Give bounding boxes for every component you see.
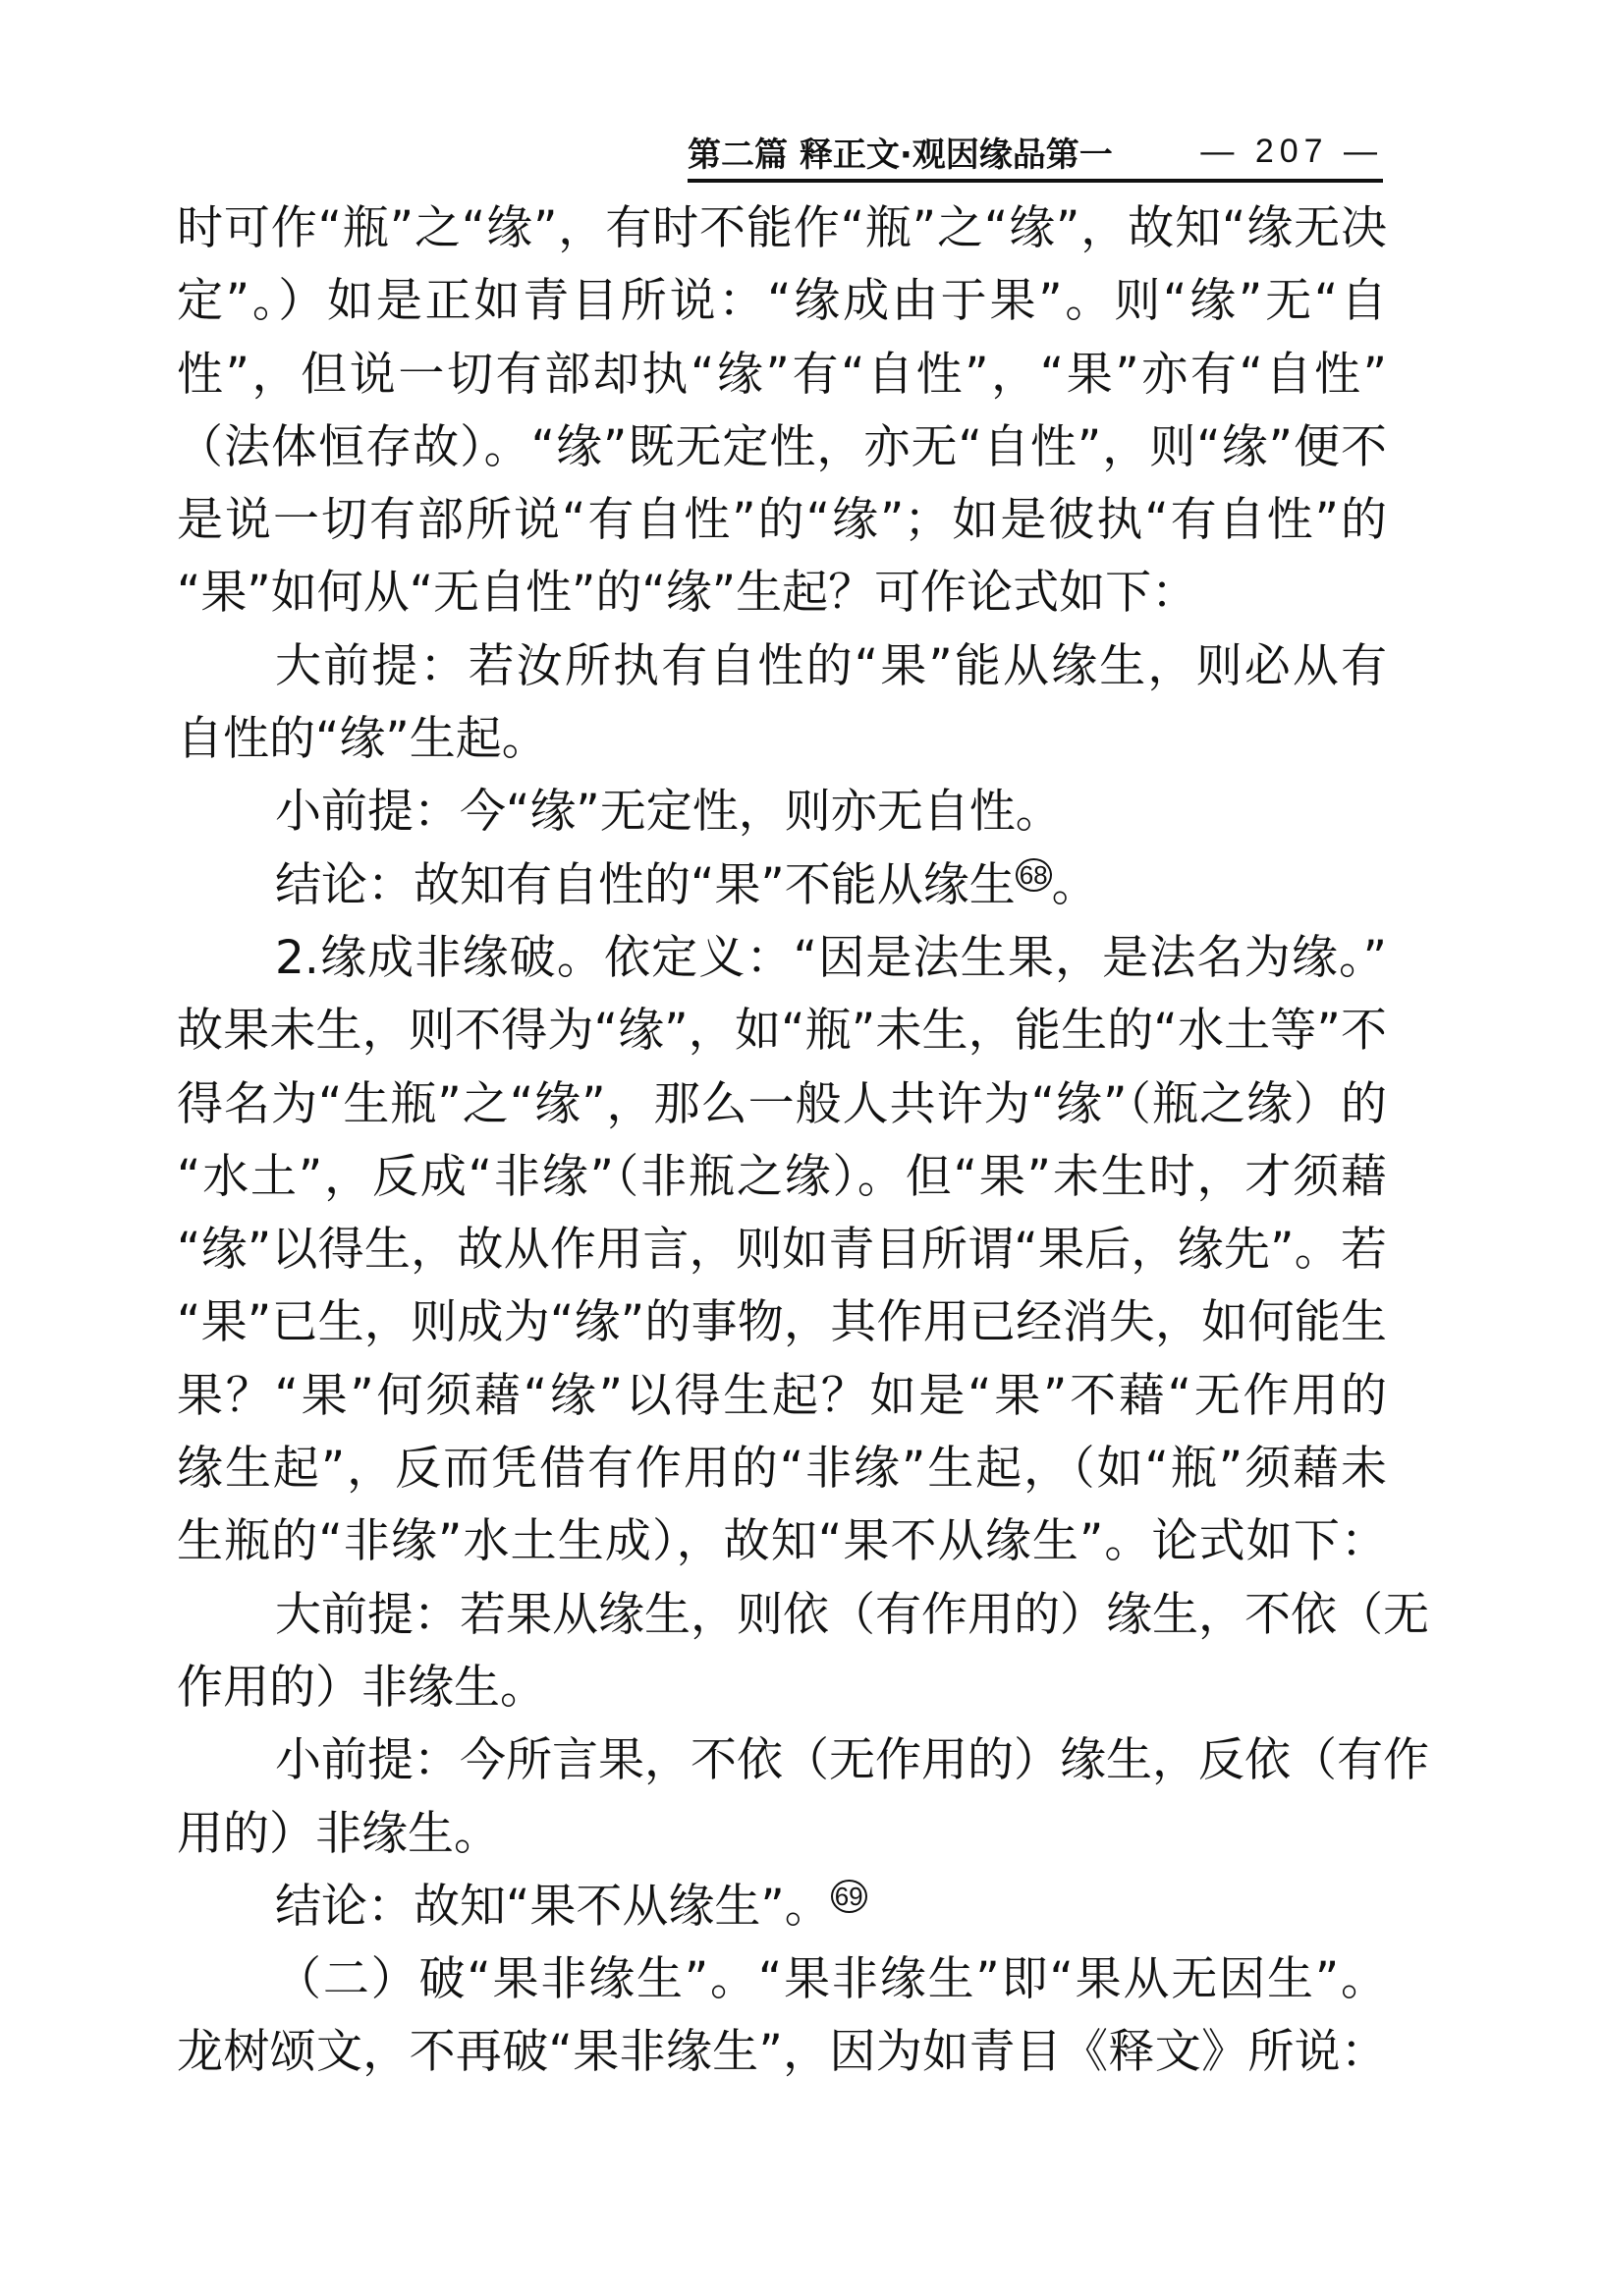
text-line: 作用的）非缘生。 xyxy=(177,1660,546,1715)
body-text xyxy=(177,192,1429,2090)
text-line: 大前提：若汝所执有自性的“果”能从缘生，则必从有 xyxy=(275,638,1387,693)
text-line: 得名为“生瓶”之“缘”，那么一般人共许为“缘”（瓶之缘）的 xyxy=(177,1076,1387,1131)
line-tail: 。 xyxy=(1051,857,1098,912)
text-line: 生瓶的“非缘”水土生成），故知“果不从缘生”。论式如下： xyxy=(177,1514,1387,1569)
page-number: — 207 — xyxy=(1200,132,1383,170)
text-line: 果？“果”何须藉“缘”以得生起？如是“果”不藉“无作用的 xyxy=(177,1368,1387,1423)
text-line: 是说一切有部所说“有自性”的“缘”；如是彼执“有自性”的 xyxy=(177,493,1387,548)
text-line: 时可作“瓶”之“缘”，有时不能作“瓶”之“缘”，故知“缘无决 xyxy=(177,201,1387,255)
line-text: 结论：故知有自性的“果”不能从缘生 xyxy=(275,857,1016,912)
text-line: 小前提：今所言果，不依（无作用的）缘生，反依（有作 xyxy=(275,1733,1429,1788)
text-line: （法体恒存故）。“缘”既无定性，亦无“自性”，则“缘”便不 xyxy=(177,419,1387,474)
text-line: 定”。）如是正如青目所说：“缘成由于果”。则“缘”无“自 xyxy=(177,274,1387,329)
text-line: “缘”以得生，故从作用言，则如青目所谓“果后，缘先”。若 xyxy=(177,1223,1387,1278)
footnote-marker[interactable]: 68 xyxy=(1016,858,1052,892)
text-line: （二）破“果非缘生”。“果非缘生”即“果从无因生”。 xyxy=(275,1952,1387,2007)
text-line: 用的）非缘生。 xyxy=(177,1806,500,1861)
text-line: 龙树颂文，不再破“果非缘生”，因为如青目《释文》所说： xyxy=(177,2025,1387,2080)
text-line: 故果未生，则不得为“缘”，如“瓶”未生，能生的“水土等”不 xyxy=(177,1004,1387,1059)
text-line: 缘生起”，反而凭借有作用的“非缘”生起，（如“瓶”须藉未 xyxy=(177,1442,1387,1497)
text-line: 性”，但说一切有部却执“缘”有“自性”，“果”亦有“自性” xyxy=(177,347,1387,402)
text-line: 自性的“缘”生起。 xyxy=(177,712,548,767)
running-header xyxy=(688,124,1383,183)
text-line: 2.缘成非缘破。依定义：“因是法生果，是法名为缘。” xyxy=(275,930,1387,985)
text-line: “水土”，反成“非缘”（非瓶之缘）。但“果”未生时，才须藉 xyxy=(177,1149,1387,1204)
text-line xyxy=(177,849,1387,922)
chapter-title: 第二篇 释正文·观因缘品第一 xyxy=(688,135,1113,175)
text-line: 大前提：若果从缘生，则依（有作用的）缘生，不依（无 xyxy=(275,1587,1429,1642)
text-line: “果”如何从“无自性”的“缘”生起？可作论式如下： xyxy=(177,566,1198,621)
text-line: “果”已生，则成为“缘”的事物，其作用已经消失，如何能生 xyxy=(177,1295,1387,1350)
text-line: 小前提：今“缘”无定性，则亦无自性。 xyxy=(275,785,1062,840)
footnote-marker[interactable]: 69 xyxy=(831,1880,867,1913)
text-line xyxy=(177,1871,1387,1943)
line-text: 结论：故知“果不从缘生”。 xyxy=(275,1879,831,1934)
